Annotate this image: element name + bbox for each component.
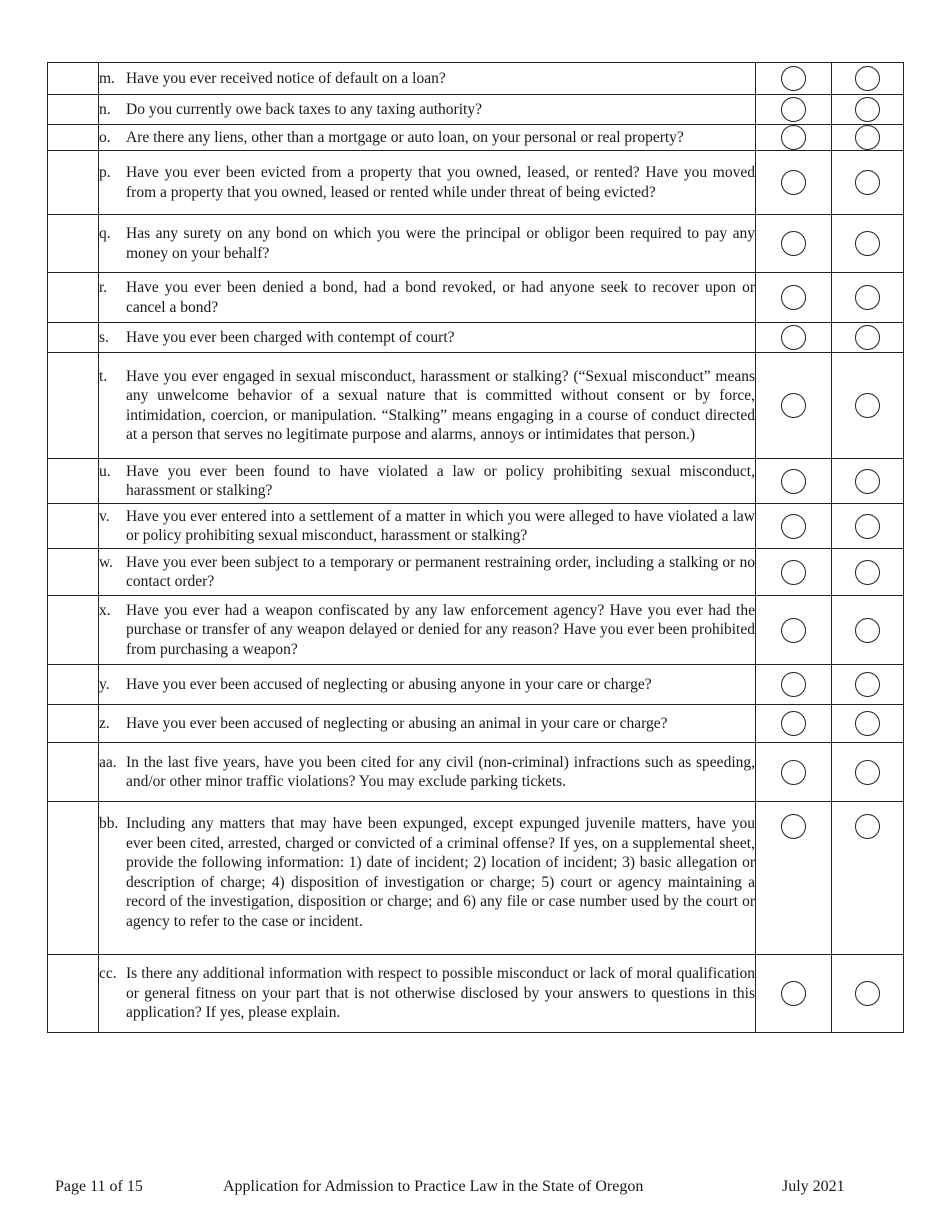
row-margin-cell — [48, 549, 99, 596]
no-cell — [832, 665, 904, 705]
yes-cell — [756, 273, 832, 323]
question-letter: z. — [99, 714, 110, 732]
row-margin-cell — [48, 63, 99, 95]
question-text: Have you ever been denied a bond, had a bond revoked, or had anyone seek to recover upon or cancel a bond? — [126, 279, 755, 316]
no-radio-button[interactable] — [855, 285, 880, 310]
yes-cell — [756, 549, 832, 596]
yes-cell — [756, 665, 832, 705]
question-row — [48, 802, 904, 955]
question-letter: s. — [99, 328, 109, 346]
no-cell — [832, 743, 904, 802]
question-content — [99, 163, 755, 202]
footer-document-title: Application for Admission to Practice Law in the State of Oregon — [223, 1178, 644, 1195]
question-letter: u. — [99, 462, 111, 480]
question-content — [99, 224, 755, 263]
footer-date: July 2021 — [782, 1178, 845, 1195]
question-cell — [99, 549, 756, 596]
no-cell — [832, 459, 904, 504]
question-row — [48, 125, 904, 151]
no-radio-button[interactable] — [855, 560, 880, 585]
yes-radio-button[interactable] — [781, 560, 806, 585]
yes-radio-button[interactable] — [781, 170, 806, 195]
question-text: Are there any liens, other than a mortgage or auto loan, on your personal or real property? — [126, 128, 684, 146]
question-text: Have you ever engaged in sexual misconduct, harassment or stalking? (“Sexual misconduct” means any unwelcome behavior of a sexual nature that is committed without consent or by force, intimidation, coercion, or manipulation. “Stalking” means engaging in a course of conduct directed at a person that serves no legitimate purpose and alarms, annoys or intimidates that person.) — [126, 367, 755, 443]
no-radio-button[interactable] — [855, 514, 880, 539]
question-row — [48, 95, 904, 125]
no-radio-button[interactable] — [855, 66, 880, 91]
question-cell — [99, 215, 756, 273]
question-content — [99, 601, 755, 660]
yes-radio-button[interactable] — [781, 66, 806, 91]
question-text: Including any matters that may have been expunged, except expunged juvenile matters, have you ever been cited, arrested, charged or convicted of a criminal offense? If yes, on a supplemental sheet, provide the following information: 1) date of incident; 2) location of incident; 3) basic allegation or description of charge; 4) disposition of investigation or charge; 5) court or agency maintaining a record of the investigation, disposition or charge; and 6) any file or case number used by the court or agency to refer to the case or incident. — [126, 815, 755, 930]
row-margin-cell — [48, 215, 99, 273]
question-content — [99, 553, 755, 592]
question-cell — [99, 705, 756, 743]
yes-cell — [756, 459, 832, 504]
question-cell — [99, 504, 756, 549]
question-row — [48, 743, 904, 802]
yes-radio-button[interactable] — [781, 285, 806, 310]
question-content — [99, 69, 755, 89]
no-radio-button[interactable] — [855, 325, 880, 350]
no-cell — [832, 955, 904, 1033]
row-margin-cell — [48, 273, 99, 323]
question-letter: t. — [99, 367, 108, 385]
no-cell — [832, 95, 904, 125]
question-content — [99, 367, 755, 445]
question-letter: o. — [99, 128, 111, 146]
row-margin-cell — [48, 802, 99, 955]
question-row — [48, 273, 904, 323]
question-text: Have you ever been evicted from a property that you owned, leased, or rented? Have you moved from a property that you owned, leased or rented while under threat of being evicted? — [126, 164, 755, 201]
row-margin-cell — [48, 705, 99, 743]
question-text: Do you currently owe back taxes to any taxing authority? — [126, 100, 482, 118]
row-margin-cell — [48, 955, 99, 1033]
row-margin-cell — [48, 353, 99, 459]
no-cell — [832, 802, 904, 955]
yes-radio-button[interactable] — [781, 469, 806, 494]
no-cell — [832, 705, 904, 743]
row-margin-cell — [48, 95, 99, 125]
row-margin-cell — [48, 125, 99, 151]
question-cell — [99, 63, 756, 95]
no-radio-button[interactable] — [855, 618, 880, 643]
yes-cell — [756, 353, 832, 459]
question-row — [48, 665, 904, 705]
question-cell — [99, 323, 756, 353]
no-radio-button[interactable] — [855, 170, 880, 195]
no-radio-button[interactable] — [855, 97, 880, 122]
question-text: Have you ever been charged with contempt of court? — [126, 328, 455, 346]
yes-cell — [756, 125, 832, 151]
question-row — [48, 215, 904, 273]
no-radio-button[interactable] — [855, 814, 880, 839]
question-cell — [99, 802, 756, 955]
question-letter: aa. — [99, 753, 117, 771]
question-letter: y. — [99, 675, 110, 693]
question-content — [99, 964, 755, 1023]
question-row — [48, 323, 904, 353]
question-row — [48, 549, 904, 596]
no-cell — [832, 323, 904, 353]
question-content — [99, 714, 755, 734]
question-letter: bb. — [99, 815, 119, 832]
yes-radio-button[interactable] — [781, 325, 806, 350]
yes-cell — [756, 504, 832, 549]
yes-cell — [756, 955, 832, 1033]
no-radio-button[interactable] — [855, 760, 880, 785]
no-radio-button[interactable] — [855, 711, 880, 736]
yes-radio-button[interactable] — [781, 231, 806, 256]
question-content — [99, 278, 755, 317]
row-margin-cell — [48, 323, 99, 353]
question-text: Have you ever had a weapon confiscated by any law enforcement agency? Have you ever had the purchase or transfer of any weapon delayed or denied for any reason? Have you ever been prohibited from purchasing a weapon? — [126, 601, 755, 658]
no-cell — [832, 273, 904, 323]
row-margin-cell — [48, 151, 99, 215]
question-letter: v. — [99, 507, 110, 525]
question-letter: m. — [99, 69, 115, 87]
question-letter: q. — [99, 225, 111, 242]
question-text: Has any surety on any bond on which you were the principal or obligor been required to pay any money on your behalf? — [126, 225, 755, 262]
yes-radio-button[interactable] — [781, 618, 806, 643]
yes-radio-button[interactable] — [781, 672, 806, 697]
question-content — [99, 753, 755, 792]
question-cell — [99, 596, 756, 665]
yes-cell — [756, 323, 832, 353]
question-text: Have you ever entered into a settlement of a matter in which you were alleged to have violated a law or policy prohibiting sexual misconduct, harassment or stalking? — [126, 507, 755, 544]
yes-cell — [756, 215, 832, 273]
question-text: Is there any additional information with respect to possible misconduct or lack of moral qualification or general fitness on your part that is not otherwise disclosed by your answers to questions in this application? If yes, please explain. — [126, 965, 755, 1022]
question-cell — [99, 353, 756, 459]
question-letter: n. — [99, 100, 111, 118]
question-letter: r. — [99, 279, 108, 296]
questions-table — [47, 62, 904, 1033]
no-cell — [832, 504, 904, 549]
question-cell — [99, 125, 756, 151]
yes-cell — [756, 802, 832, 955]
question-text: Have you ever been accused of neglecting or abusing anyone in your care or charge? — [126, 675, 652, 693]
yes-cell — [756, 743, 832, 802]
no-cell — [832, 63, 904, 95]
question-letter: cc. — [99, 965, 117, 983]
yes-radio-button[interactable] — [781, 711, 806, 736]
yes-cell — [756, 63, 832, 95]
question-cell — [99, 459, 756, 504]
yes-cell — [756, 95, 832, 125]
footer-page-number: Page 11 of 15 — [55, 1178, 143, 1195]
question-content — [99, 100, 755, 120]
question-text: In the last five years, have you been cited for any civil (non-criminal) infractions such as speeding, and/or other minor traffic violations? You may exclude parking tickets. — [126, 753, 755, 790]
yes-radio-button[interactable] — [781, 814, 806, 839]
question-content — [99, 675, 755, 695]
yes-radio-button[interactable] — [781, 393, 806, 418]
no-radio-button[interactable] — [855, 125, 880, 150]
no-radio-button[interactable] — [855, 469, 880, 494]
question-content — [99, 507, 755, 546]
row-margin-cell — [48, 665, 99, 705]
question-content — [99, 328, 755, 348]
no-radio-button[interactable] — [855, 981, 880, 1006]
no-radio-button[interactable] — [855, 231, 880, 256]
question-content — [99, 814, 755, 931]
question-content — [99, 462, 755, 501]
question-cell — [99, 743, 756, 802]
row-margin-cell — [48, 596, 99, 665]
question-cell — [99, 665, 756, 705]
question-row — [48, 151, 904, 215]
question-row — [48, 596, 904, 665]
no-radio-button[interactable] — [855, 393, 880, 418]
question-letter: p. — [99, 164, 111, 181]
question-row — [48, 705, 904, 743]
yes-cell — [756, 151, 832, 215]
no-cell — [832, 151, 904, 215]
question-row — [48, 63, 904, 95]
no-cell — [832, 549, 904, 596]
question-text: Have you ever been subject to a temporary or permanent restraining order, including a stalking or no contact order? — [126, 553, 755, 590]
question-cell — [99, 273, 756, 323]
question-text: Have you ever been found to have violated a law or policy prohibiting sexual misconduct, harassment or stalking? — [126, 462, 755, 499]
question-letter: w. — [99, 553, 114, 571]
row-margin-cell — [48, 459, 99, 504]
question-row — [48, 504, 904, 549]
row-margin-cell — [48, 504, 99, 549]
no-cell — [832, 596, 904, 665]
question-text: Have you ever received notice of default on a loan? — [126, 69, 446, 87]
yes-cell — [756, 596, 832, 665]
yes-radio-button[interactable] — [781, 514, 806, 539]
yes-radio-button[interactable] — [781, 981, 806, 1006]
question-cell — [99, 95, 756, 125]
question-letter: x. — [99, 601, 111, 619]
question-cell — [99, 151, 756, 215]
no-cell — [832, 215, 904, 273]
yes-radio-button[interactable] — [781, 97, 806, 122]
row-margin-cell — [48, 743, 99, 802]
question-row — [48, 459, 904, 504]
question-cell — [99, 955, 756, 1033]
no-radio-button[interactable] — [855, 672, 880, 697]
question-text: Have you ever been accused of neglecting or abusing an animal in your care or charge? — [126, 714, 668, 732]
no-cell — [832, 125, 904, 151]
question-row — [48, 353, 904, 459]
question-row — [48, 955, 904, 1033]
question-content — [99, 128, 755, 148]
yes-radio-button[interactable] — [781, 125, 806, 150]
yes-radio-button[interactable] — [781, 760, 806, 785]
yes-cell — [756, 705, 832, 743]
no-cell — [832, 353, 904, 459]
